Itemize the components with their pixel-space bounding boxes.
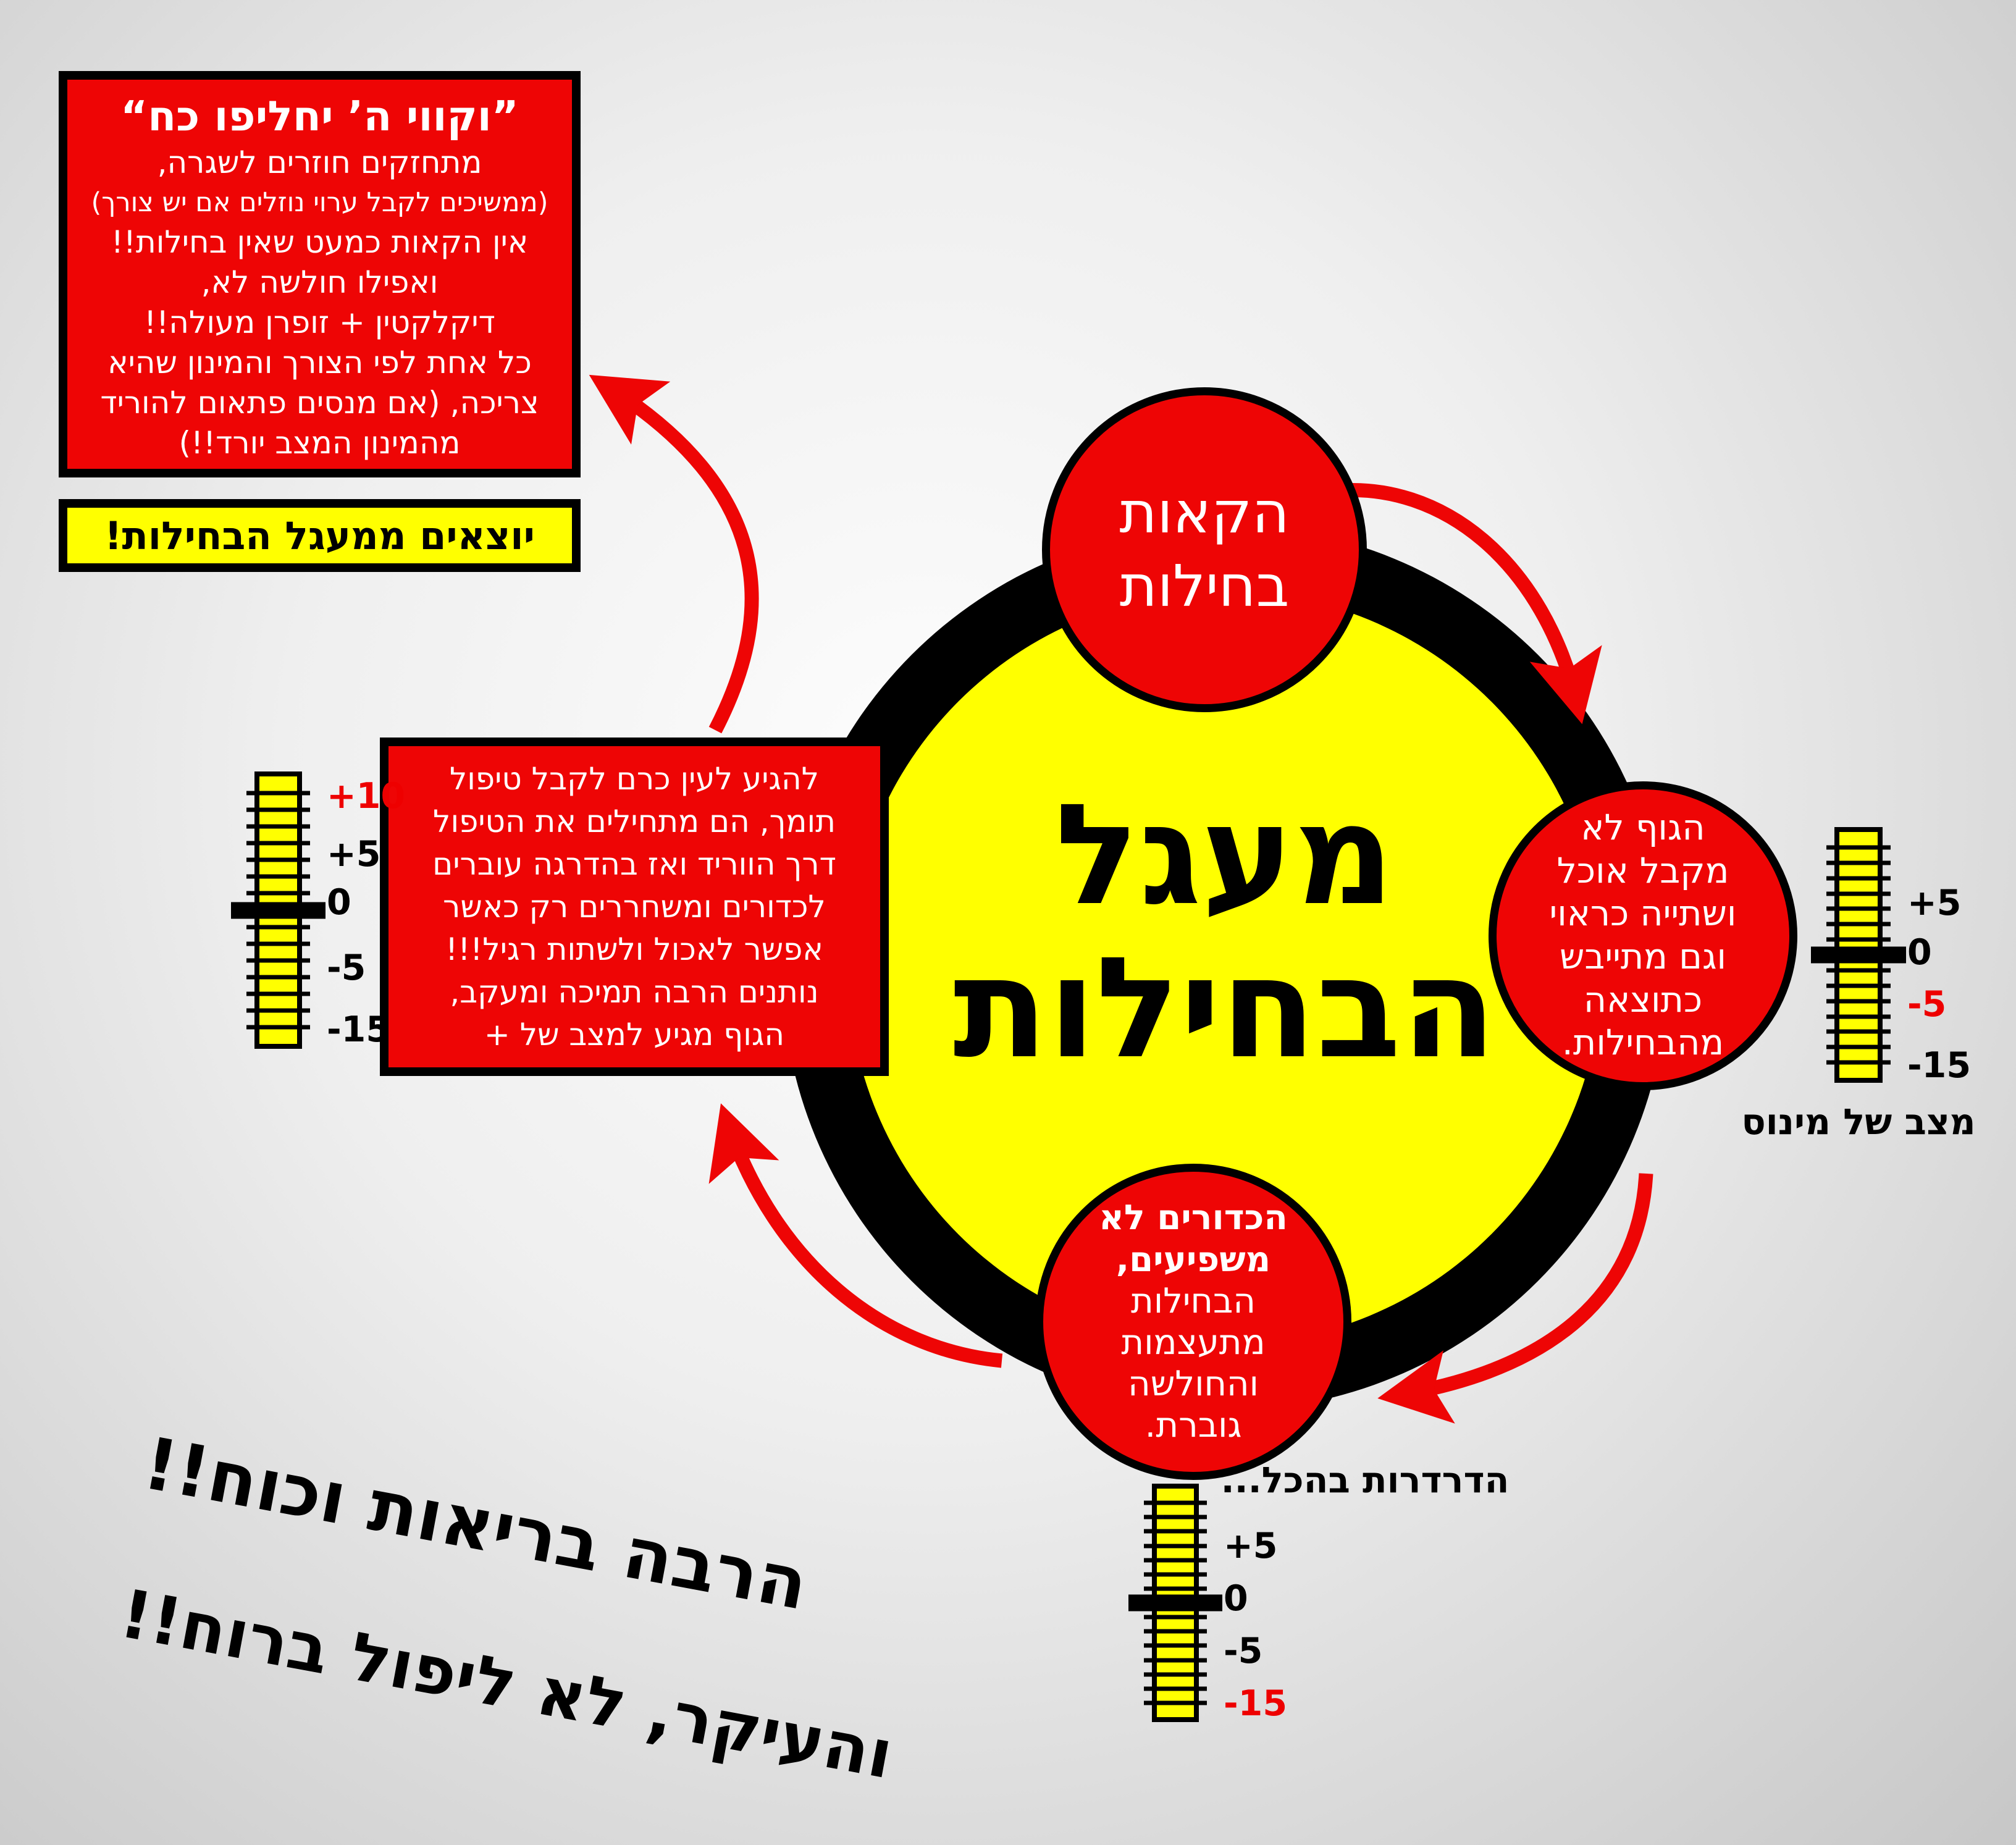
thermo-tick bbox=[1826, 876, 1891, 880]
node-vomiting-nausea bbox=[1042, 387, 1367, 712]
thermo-label: 0 bbox=[1224, 1578, 1248, 1619]
thermo-tick bbox=[1144, 1558, 1207, 1562]
thermo-tick bbox=[1826, 1014, 1891, 1019]
node-right-line: וגם מתייבש bbox=[1560, 936, 1726, 977]
thermo-tick bbox=[1144, 1700, 1207, 1705]
treatment-line: תומך, הם מתחילים את הטיפול bbox=[433, 803, 836, 839]
recovery-note-line: דיקלקטין + זופרן מעולה!! bbox=[144, 305, 495, 341]
thermo-tick bbox=[246, 925, 310, 929]
node-body-dehydration bbox=[1489, 781, 1797, 1090]
thermo-label: -5 bbox=[1907, 983, 1947, 1025]
recovery-note-line: ואפילו חולשה לא, bbox=[201, 264, 439, 301]
recovery-note-title: ”וקווי ה’ יחליפו כח“ bbox=[120, 92, 519, 140]
thermo-tick bbox=[1144, 1515, 1207, 1519]
thermo-tick bbox=[1826, 891, 1891, 896]
thermo-tick bbox=[246, 941, 310, 946]
recovery-note-line: מהמינון המצב יורד!!) bbox=[178, 425, 461, 461]
thermo-tick bbox=[1826, 968, 1891, 972]
thermo-tick bbox=[1826, 983, 1891, 988]
thermo-tick bbox=[1826, 907, 1891, 911]
thermometer-bottom bbox=[1152, 1484, 1287, 1724]
node-right-line: מקבל אוכל bbox=[1556, 850, 1729, 891]
node-bottom-bold-line: משפיעים, bbox=[1115, 1239, 1271, 1280]
treatment-box bbox=[380, 738, 889, 1076]
recovery-note-line: אין הקאות כמעט שאין בחילות!! bbox=[111, 224, 529, 261]
node-pills-not-working bbox=[1035, 1164, 1351, 1480]
thermo-tick bbox=[246, 841, 310, 846]
treatment-line: נותנים הרבה תמיכה ומעקב, bbox=[450, 973, 819, 1010]
thermo-tick bbox=[1826, 1030, 1891, 1034]
thermo-label: -15 bbox=[1224, 1683, 1287, 1724]
node-right-line: הגוף לא bbox=[1581, 807, 1705, 849]
thermo-tick bbox=[246, 975, 310, 979]
thermo-label: +10 bbox=[327, 775, 406, 817]
thermo-tick bbox=[1144, 1615, 1207, 1620]
recovery-note-line: מתחזקים חוזרים לשגרה, bbox=[157, 144, 482, 180]
node-bottom-line: מתעצמות bbox=[1121, 1322, 1266, 1363]
thermo-tick bbox=[1826, 922, 1891, 927]
cycle-title-line1: מעגל bbox=[1055, 775, 1395, 936]
node-top-line: הקאות bbox=[1119, 479, 1290, 546]
thermo-tick bbox=[1826, 1061, 1891, 1065]
thermo-tick bbox=[246, 1008, 310, 1012]
thermo-tick bbox=[1144, 1658, 1207, 1662]
node-top-line: בחילות bbox=[1119, 553, 1290, 620]
thermo-tick bbox=[246, 958, 310, 962]
thermometer-left bbox=[254, 771, 406, 1050]
thermo-tick bbox=[1144, 1629, 1207, 1634]
recovery-note-box bbox=[59, 71, 581, 477]
footer-wish-line2: והעיקר, לא ליפול ברוח!! bbox=[114, 1575, 899, 1794]
node-bottom-line: גוברת. bbox=[1144, 1405, 1242, 1446]
exit-cycle-banner-text: יוצאים ממעגל הבחילות! bbox=[104, 513, 535, 558]
thermo-label: -15 bbox=[327, 1009, 390, 1050]
recovery-note-line: כל אחת לפי הצורך והמינון שהיא bbox=[107, 345, 532, 381]
treatment-line: אפשר לאכול ולשתות רגיל!!! bbox=[445, 931, 823, 967]
thermo-tick bbox=[1826, 999, 1891, 1003]
node-right-line: מהבחילות. bbox=[1561, 1022, 1724, 1064]
thermo-tick bbox=[246, 1025, 310, 1029]
node-bottom-line: הבחילות bbox=[1131, 1280, 1256, 1321]
thermo-zero-band bbox=[1811, 947, 1906, 964]
cycle-title bbox=[854, 775, 1595, 1090]
treatment-line: דרך הווריד ואז בהדרגה עוברים bbox=[432, 846, 836, 882]
thermo-tick bbox=[246, 825, 310, 829]
thermo-tick bbox=[1144, 1572, 1207, 1576]
thermo-zero-band bbox=[231, 902, 326, 918]
node-right-line: ושתייה כראוי bbox=[1549, 893, 1737, 935]
treatment-line: הגוף מגיע למצב של + bbox=[484, 1016, 785, 1053]
thermo-label: +5 bbox=[327, 833, 381, 875]
thermometer-bottom-caption: הדרדרות בהכל... bbox=[1220, 1459, 1510, 1501]
thermometer-right bbox=[1834, 827, 1971, 1086]
thermo-tick bbox=[1144, 1586, 1207, 1591]
cycle-title-line2: הבחילות bbox=[953, 927, 1497, 1090]
thermo-tick bbox=[246, 791, 310, 796]
footer-wish-line1: הרבה בריאות וכוח!! bbox=[136, 1421, 815, 1627]
thermo-tick bbox=[1144, 1544, 1207, 1548]
recovery-note-line: צריכה, (אם מנסים פתאום להוריד bbox=[100, 385, 539, 421]
recovery-note-line: (ממשיכים לקבל ערוי נוזלים אם יש צורך) bbox=[91, 187, 548, 218]
treatment-line: לכדורים ומשחררים רק כאשר bbox=[443, 888, 826, 925]
thermo-label: +5 bbox=[1224, 1525, 1278, 1566]
thermo-tick bbox=[1826, 845, 1891, 849]
thermo-tick bbox=[1144, 1672, 1207, 1676]
arrow-exit-to-top-left-box bbox=[602, 383, 752, 730]
thermo-zero-band bbox=[1128, 1595, 1222, 1612]
node-bottom-bold-line: הכדורים לא bbox=[1099, 1198, 1288, 1238]
thermo-tick bbox=[1826, 938, 1891, 942]
thermo-tick bbox=[1826, 860, 1891, 865]
thermo-label: 0 bbox=[327, 881, 351, 923]
thermometer-right-caption: מצב של מינוס bbox=[1741, 1101, 1976, 1143]
thermo-label: 0 bbox=[1907, 932, 1932, 973]
thermo-tick bbox=[246, 991, 310, 996]
thermo-label: -5 bbox=[327, 947, 366, 988]
thermo-tick bbox=[246, 891, 310, 896]
thermo-tick bbox=[1144, 1501, 1207, 1505]
thermo-label: -15 bbox=[1907, 1045, 1971, 1086]
node-right-line: כתוצאה bbox=[1583, 979, 1703, 1020]
exit-cycle-banner bbox=[59, 499, 581, 572]
node-bottom-line: והחולשה bbox=[1128, 1364, 1259, 1405]
thermo-tick bbox=[1144, 1529, 1207, 1534]
thermo-label: -5 bbox=[1224, 1630, 1263, 1671]
thermo-tick bbox=[1826, 1045, 1891, 1049]
thermo-label: +5 bbox=[1907, 883, 1962, 924]
thermo-tick bbox=[246, 875, 310, 879]
thermo-tick bbox=[246, 808, 310, 812]
thermo-tick bbox=[1144, 1686, 1207, 1691]
thermo-tick bbox=[246, 858, 310, 862]
thermo-tick bbox=[1144, 1644, 1207, 1648]
treatment-line: להגיע לעין כרם לקבל טיפול bbox=[449, 760, 820, 797]
